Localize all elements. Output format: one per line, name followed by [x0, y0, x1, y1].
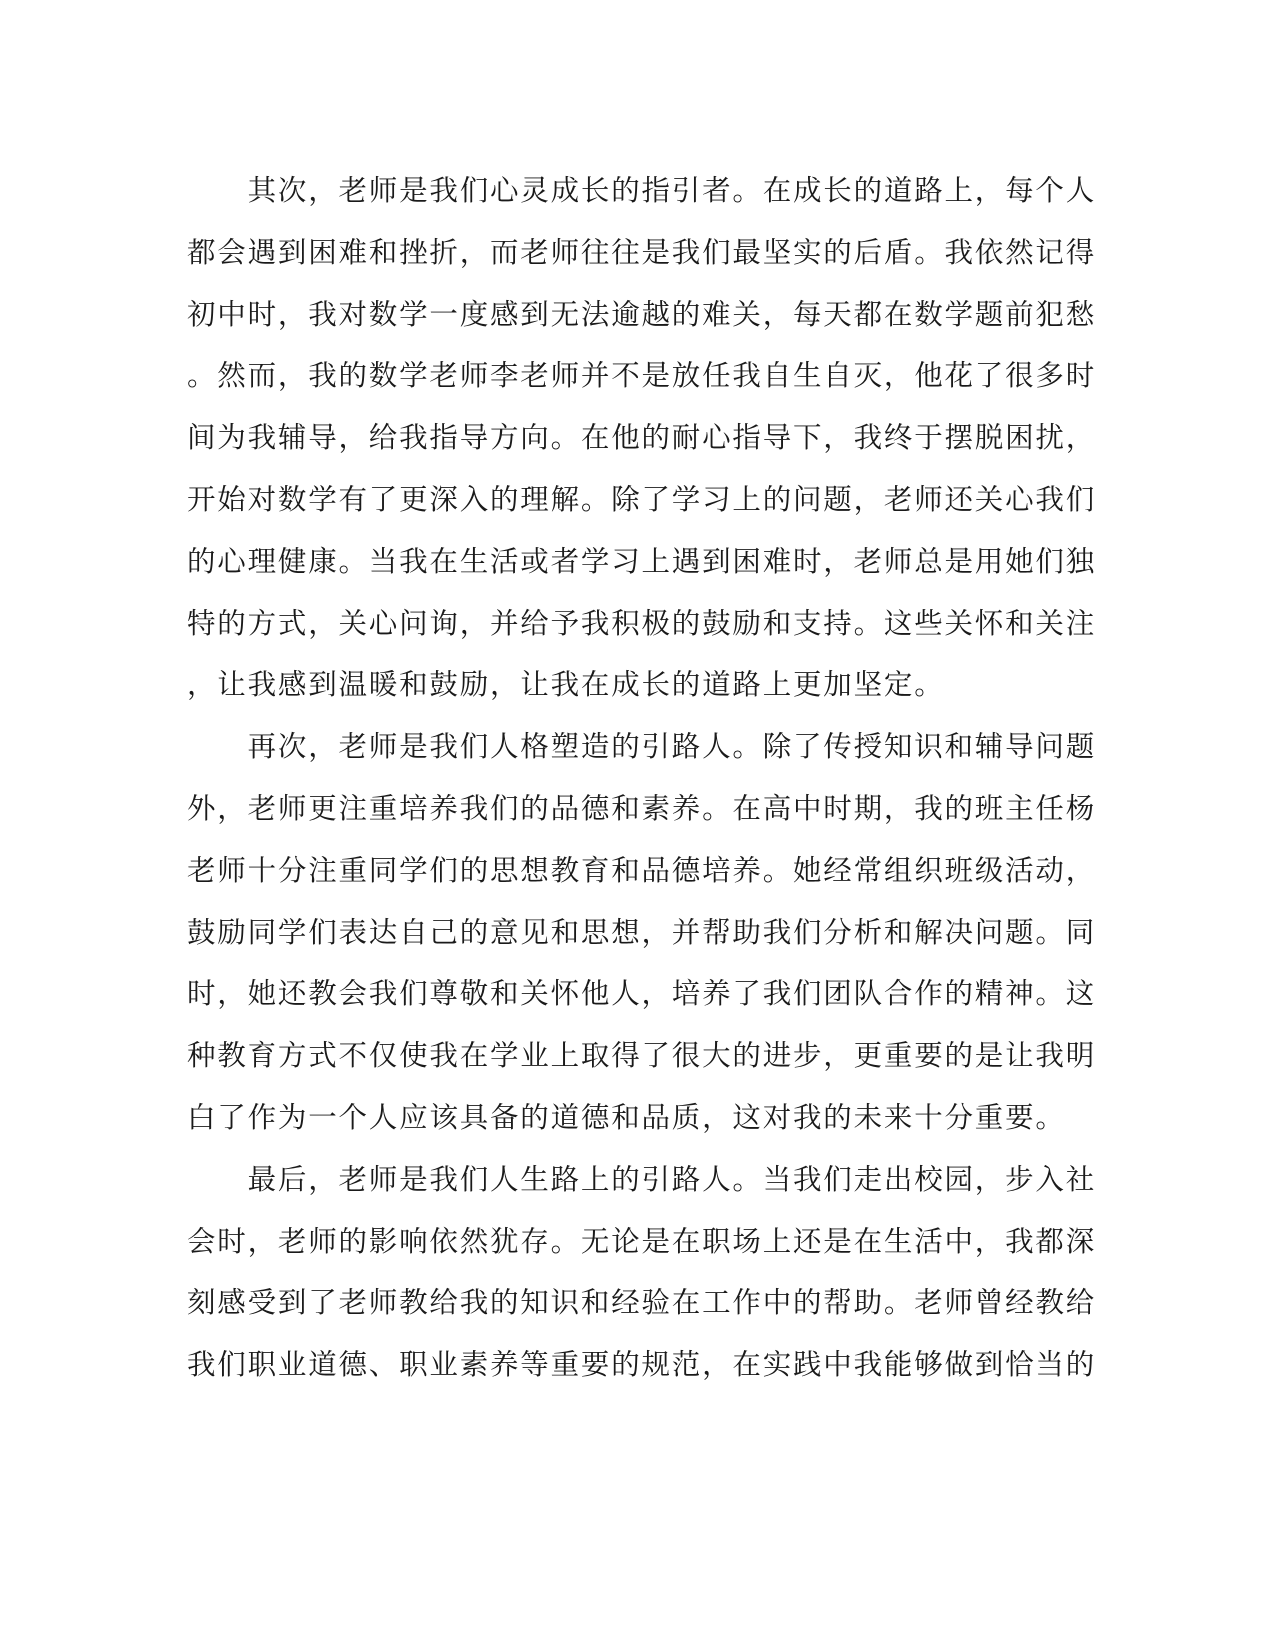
- text-line: 都会遇到困难和挫折，而老师往往是我们最坚实的后盾。我依然记得: [187, 235, 1097, 269]
- text-line: ，让我感到温暖和鼓励，让我在成长的道路上更加坚定。: [187, 668, 945, 702]
- text-line: 我们职业道德、职业素养等重要的规范，在实践中我能够做到恰当的: [187, 1348, 1097, 1382]
- text-line: 间为我辅导，给我指导方向。在他的耐心指导下，我终于摆脱困扰，: [187, 421, 1097, 455]
- text-line: 特的方式，关心问询，并给予我积极的鼓励和支持。这些关怀和关注: [187, 606, 1097, 640]
- text-line: 老师十分注重同学们的思想教育和品德培养。她经常组织班级活动，: [187, 853, 1097, 887]
- text-line: 。然而，我的数学老师李老师并不是放任我自生自灭，他花了很多时: [187, 359, 1097, 393]
- text-line: 的心理健康。当我在生活或者学习上遇到困难时，老师总是用她们独: [187, 544, 1097, 578]
- text-line: 时，她还教会我们尊敬和关怀他人，培养了我们团队合作的精神。这: [187, 977, 1097, 1011]
- text-line: 会时，老师的影响依然犹存。无论是在职场上还是在生活中，我都深: [187, 1224, 1097, 1258]
- text-line: 开始对数学有了更深入的理解。除了学习上的问题，老师还关心我们: [187, 482, 1097, 516]
- text-line: 刻感受到了老师教给我的知识和经验在工作中的帮助。老师曾经教给: [187, 1286, 1097, 1320]
- text-line: 初中时，我对数学一度感到无法逾越的难关，每天都在数学题前犯愁: [187, 297, 1097, 331]
- text-line: 最后，老师是我们人生路上的引路人。当我们走出校园，步入社: [187, 1162, 1097, 1196]
- text-line: 白了作为一个人应该具备的道德和品质，这对我的未来十分重要。: [187, 1100, 1066, 1134]
- text-line: 种教育方式不仅使我在学业上取得了很大的进步，更重要的是让我明: [187, 1039, 1097, 1073]
- text-line: 其次，老师是我们心灵成长的指引者。在成长的道路上，每个人: [187, 174, 1097, 207]
- text-line: 鼓励同学们表达自己的意见和思想，并帮助我们分析和解决问题。同: [187, 915, 1097, 949]
- text-line: 外，老师更注重培养我们的品德和素养。在高中时期，我的班主任杨: [187, 791, 1097, 825]
- body-text: [187, 160, 1097, 1396]
- text-line: 再次，老师是我们人格塑造的引路人。除了传授知识和辅导问题: [187, 730, 1097, 764]
